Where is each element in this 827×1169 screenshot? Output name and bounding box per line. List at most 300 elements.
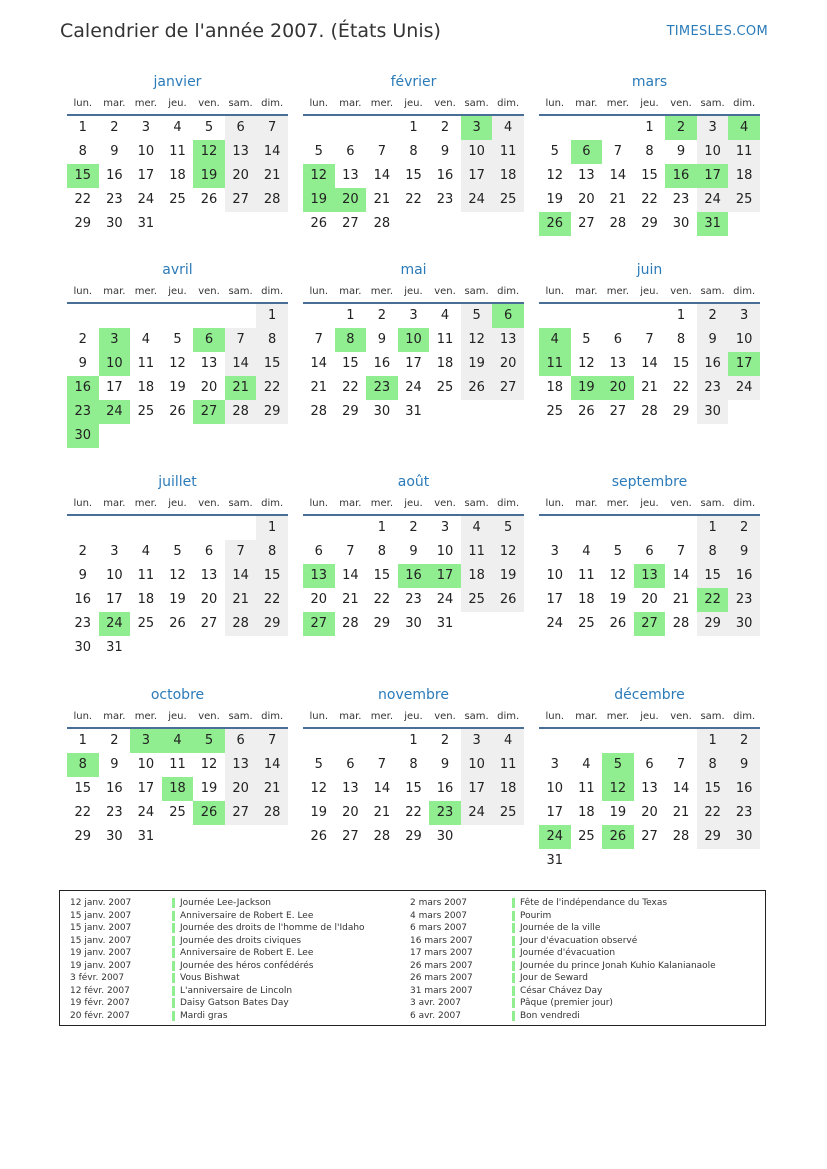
holiday-name: Bon vendredi (520, 1010, 580, 1021)
holiday-name: Daisy Gatson Bates Day (180, 998, 289, 1009)
day-cell: 13 (578, 168, 595, 183)
day-cell: 26 (200, 192, 218, 207)
holiday-day-cell: 5 (193, 729, 225, 753)
empty-cell (571, 116, 603, 140)
weekend-day-cell: 14 (225, 352, 257, 376)
day-grid (539, 116, 760, 236)
weekend-day-cell: 29 (256, 612, 288, 636)
weekend-day-cell: 12 (492, 540, 524, 564)
day-cell: 5 (173, 332, 182, 347)
weekend-day-cell: 1 (256, 516, 288, 540)
empty-cell (303, 304, 335, 328)
weekday-label: mar. (339, 711, 362, 722)
month-block (67, 258, 288, 448)
day-cell: 22 (405, 192, 422, 207)
weekend-day-cell: 15 (697, 777, 729, 801)
holiday-day-cell: 18 (162, 777, 194, 801)
holiday-date: 19 janv. 2007 (70, 948, 132, 959)
holiday-day-cell: 17 (429, 564, 461, 588)
day-cell: 27 (578, 216, 595, 231)
weekday-label: mer. (606, 498, 630, 509)
weekend-day-cell: 28 (256, 188, 288, 212)
empty-cell (130, 304, 162, 328)
month-name: juillet (158, 474, 197, 490)
weekend-day-cell: 2 (728, 729, 760, 753)
day-cell: 10 (546, 568, 564, 583)
holiday-name: Anniversaire de Robert E. Lee (180, 948, 314, 959)
day-cell: 22 (373, 592, 391, 607)
holiday-day-cell: 27 (303, 612, 335, 636)
weekend-day-cell: 5 (461, 304, 493, 328)
holiday-name: Pourim (520, 910, 552, 921)
holiday-name: Journée du prince Jonah Kuhio Kalanianaole (520, 960, 716, 971)
month-block (67, 683, 288, 849)
holiday-day-cell: 8 (335, 328, 367, 352)
holiday-marker (512, 986, 515, 996)
day-cell: 23 (106, 805, 123, 820)
day-cell: 29 (373, 616, 391, 631)
holiday-day-cell: 20 (335, 188, 367, 212)
weekday-label: lun. (545, 498, 565, 509)
month-block (67, 70, 288, 236)
day-cell: 20 (641, 805, 658, 820)
weekend-day-cell: 26 (492, 588, 524, 612)
weekend-day-cell: 8 (256, 328, 288, 352)
day-cell: 11 (578, 781, 595, 796)
weekend-day-cell: 7 (225, 540, 257, 564)
day-cell: 4 (582, 544, 591, 559)
weekend-day-cell: 7 (225, 328, 257, 352)
month-name: janvier (153, 74, 202, 90)
legend-row (70, 947, 365, 960)
day-cell: 17 (106, 380, 123, 395)
day-grid (303, 304, 524, 424)
holiday-day-cell: 12 (303, 164, 335, 188)
weekend-day-cell: 22 (256, 376, 288, 400)
weekend-day-cell: 16 (697, 352, 729, 376)
month-name: juin (636, 262, 663, 278)
holiday-day-cell: 19 (303, 188, 335, 212)
day-cell: 1 (676, 308, 686, 323)
weekend-day-cell: 9 (728, 540, 760, 564)
day-cell: 10 (546, 781, 564, 796)
legend-row (410, 985, 716, 998)
weekend-day-cell: 28 (225, 400, 257, 424)
weekend-day-cell: 8 (697, 753, 729, 777)
weekend-day-cell: 10 (697, 140, 729, 164)
holiday-day-cell: 27 (193, 400, 225, 424)
day-cell: 23 (74, 616, 92, 631)
day-cell: 2 (409, 520, 418, 535)
weekday-label: dim. (261, 498, 284, 509)
holiday-day-cell: 3 (461, 116, 493, 140)
weekend-day-cell: 20 (492, 352, 524, 376)
weekday-label: sam. (700, 498, 725, 509)
day-cell: 25 (436, 380, 454, 395)
weekend-day-cell: 2 (697, 304, 729, 328)
weekday-label: jeu. (404, 286, 423, 297)
month-name: mai (400, 262, 427, 278)
holiday-day-cell: 24 (539, 825, 571, 849)
holiday-day-cell: 24 (99, 400, 131, 424)
holiday-day-cell: 19 (571, 376, 603, 400)
day-cell: 8 (409, 144, 418, 159)
day-cell: 11 (436, 332, 454, 347)
day-cell: 26 (310, 829, 328, 844)
holiday-day-cell: 17 (697, 164, 729, 188)
day-cell: 3 (440, 520, 450, 535)
day-grid (539, 729, 760, 873)
legend-row (410, 935, 716, 948)
day-cell: 12 (310, 781, 328, 796)
weekend-day-cell: 7 (256, 729, 288, 753)
holiday-marker (512, 936, 515, 946)
day-cell: 28 (342, 616, 359, 631)
day-cell: 1 (377, 520, 387, 535)
weekday-label: jeu. (404, 498, 423, 509)
day-cell: 28 (672, 616, 690, 631)
holiday-date: 26 mars 2007 (410, 973, 473, 984)
day-cell: 16 (106, 781, 123, 796)
holiday-day-cell: 13 (634, 564, 666, 588)
holiday-name: Journée Lee-Jackson (180, 898, 271, 909)
holiday-day-cell: 26 (602, 825, 634, 849)
holiday-date: 12 févr. 2007 (70, 985, 130, 996)
day-cell: 22 (405, 805, 422, 820)
weekend-day-cell: 30 (728, 612, 760, 636)
day-cell: 13 (200, 568, 218, 583)
holiday-date: 16 mars 2007 (410, 935, 473, 946)
weekday-label: jeu. (168, 711, 187, 722)
weekend-day-cell: 21 (225, 588, 257, 612)
day-cell: 11 (169, 144, 186, 159)
holiday-day-cell: 10 (398, 328, 430, 352)
holiday-day-cell: 15 (67, 164, 99, 188)
day-cell: 9 (676, 144, 686, 159)
holiday-day-cell: 23 (67, 400, 99, 424)
weekend-day-cell: 18 (492, 777, 524, 801)
holiday-marker (512, 911, 515, 921)
holiday-date: 6 avr. 2007 (410, 1010, 461, 1021)
day-cell: 30 (106, 829, 123, 844)
weekday-label: lun. (309, 286, 329, 297)
empty-cell (539, 304, 571, 328)
holiday-day-cell: 4 (539, 328, 571, 352)
brand-link[interactable]: TIMESLES.COM (666, 24, 768, 39)
day-cell: 8 (645, 144, 654, 159)
weekend-day-cell: 17 (461, 164, 493, 188)
weekend-day-cell: 27 (225, 801, 257, 825)
weekday-label: mer. (606, 711, 630, 722)
weekday-header (539, 94, 760, 116)
weekend-day-cell: 19 (461, 352, 493, 376)
day-cell: 7 (346, 544, 355, 559)
holiday-day-cell: 16 (67, 376, 99, 400)
month-name: septembre (611, 474, 688, 490)
weekday-label: sam. (228, 98, 253, 109)
holiday-day-cell: 30 (67, 424, 99, 448)
day-cell: 29 (74, 829, 92, 844)
holiday-date: 4 mars 2007 (410, 910, 468, 921)
weekend-day-cell: 15 (256, 352, 288, 376)
day-cell: 20 (200, 380, 218, 395)
day-cell: 19 (169, 380, 186, 395)
legend-row (410, 997, 716, 1010)
day-cell: 17 (106, 592, 123, 607)
day-cell: 2 (110, 733, 119, 748)
day-cell: 2 (440, 120, 450, 135)
weekday-label: lun. (73, 498, 93, 509)
day-cell: 6 (346, 757, 355, 772)
day-grid (303, 729, 524, 849)
weekend-day-cell: 20 (225, 777, 257, 801)
day-cell: 30 (74, 640, 92, 655)
holiday-name: Journée d'évacuation (520, 948, 616, 959)
day-cell: 4 (440, 308, 450, 323)
day-cell: 31 (546, 853, 564, 868)
legend-row (70, 985, 365, 998)
legend-row (410, 960, 716, 973)
day-cell: 29 (342, 404, 359, 419)
empty-cell (225, 516, 257, 540)
weekend-day-cell: 2 (728, 516, 760, 540)
empty-cell (366, 116, 398, 140)
legend-row (410, 897, 716, 910)
holiday-day-cell: 23 (429, 801, 461, 825)
day-cell: 14 (373, 168, 391, 183)
holiday-marker (512, 923, 515, 933)
day-cell: 13 (342, 168, 359, 183)
holiday-marker (172, 948, 175, 958)
day-cell: 15 (405, 168, 422, 183)
day-cell: 8 (409, 757, 418, 772)
legend-row (410, 910, 716, 923)
empty-cell (335, 116, 367, 140)
day-cell: 19 (546, 192, 564, 207)
day-cell: 14 (672, 781, 690, 796)
day-cell: 9 (110, 144, 119, 159)
day-cell: 12 (200, 757, 218, 772)
day-cell: 13 (609, 356, 627, 371)
holiday-date: 3 févr. 2007 (70, 973, 125, 984)
legend-column-left (70, 897, 365, 1022)
day-cell: 26 (578, 404, 595, 419)
weekday-label: mer. (134, 98, 158, 109)
holiday-day-cell: 19 (193, 164, 225, 188)
day-cell: 29 (641, 216, 658, 231)
day-grid (303, 116, 524, 236)
weekend-day-cell: 5 (492, 516, 524, 540)
weekday-label: dim. (497, 711, 520, 722)
page-title: Calendrier de l'année 2007. (États Unis) (60, 20, 441, 42)
day-cell: 21 (641, 380, 658, 395)
day-cell: 30 (106, 216, 123, 231)
weekday-label: jeu. (640, 286, 659, 297)
weekend-day-cell: 10 (461, 753, 493, 777)
empty-cell (571, 304, 603, 328)
weekday-header (303, 707, 524, 729)
day-cell: 21 (310, 380, 328, 395)
weekday-label: sam. (464, 498, 489, 509)
weekday-label: jeu. (640, 98, 659, 109)
day-cell: 17 (546, 592, 564, 607)
holiday-marker (172, 911, 175, 921)
weekend-day-cell: 1 (697, 516, 729, 540)
day-cell: 20 (310, 592, 328, 607)
weekend-day-cell: 24 (697, 188, 729, 212)
empty-cell (303, 516, 335, 540)
month-name: mars (631, 74, 668, 90)
day-cell: 22 (342, 380, 359, 395)
weekday-label: lun. (545, 98, 565, 109)
month-block (303, 470, 524, 636)
weekday-header (67, 494, 288, 516)
weekday-label: mar. (339, 498, 362, 509)
month-block (539, 70, 760, 236)
day-cell: 21 (342, 592, 359, 607)
day-cell: 18 (436, 356, 454, 371)
weekday-header (303, 94, 524, 116)
day-cell: 12 (546, 168, 564, 183)
holiday-day-cell: 10 (99, 352, 131, 376)
holiday-name: César Chávez Day (520, 985, 603, 996)
day-cell: 20 (641, 592, 658, 607)
day-cell: 14 (609, 168, 627, 183)
day-cell: 19 (609, 592, 627, 607)
weekday-header (67, 94, 288, 116)
holiday-marker (172, 936, 175, 946)
legend-row (410, 1010, 716, 1023)
month-block (539, 258, 760, 424)
weekday-label: jeu. (404, 711, 423, 722)
weekend-day-cell: 28 (225, 612, 257, 636)
weekday-label: dim. (497, 98, 520, 109)
weekday-label: lun. (545, 711, 565, 722)
weekend-day-cell: 29 (256, 400, 288, 424)
legend-row (410, 922, 716, 935)
weekday-header (303, 282, 524, 304)
weekday-label: mer. (134, 498, 158, 509)
day-cell: 27 (342, 829, 359, 844)
holiday-day-cell: 6 (193, 328, 225, 352)
day-cell: 1 (409, 733, 418, 748)
day-cell: 13 (200, 356, 218, 371)
weekend-day-cell: 4 (492, 116, 524, 140)
month-block (303, 683, 524, 849)
weekday-label: ven. (434, 286, 456, 297)
day-cell: 12 (169, 356, 186, 371)
weekday-label: dim. (261, 98, 284, 109)
holiday-marker (512, 948, 515, 958)
holiday-name: Pâque (premier jour) (520, 998, 613, 1009)
day-cell: 11 (578, 568, 595, 583)
day-cell: 4 (173, 120, 182, 135)
day-cell: 4 (141, 544, 151, 559)
day-cell: 31 (137, 216, 155, 231)
legend-row (70, 997, 365, 1010)
empty-cell (303, 729, 335, 753)
weekday-label: lun. (73, 286, 93, 297)
holiday-name: Journée des droits de l'homme de l'Idaho (180, 923, 365, 934)
day-cell: 28 (641, 404, 658, 419)
holiday-day-cell: 22 (697, 588, 729, 612)
empty-cell (225, 304, 257, 328)
day-cell: 20 (200, 592, 218, 607)
weekend-day-cell: 3 (697, 116, 729, 140)
day-cell: 28 (609, 216, 627, 231)
day-cell: 22 (641, 192, 658, 207)
weekend-day-cell: 8 (697, 540, 729, 564)
weekday-label: sam. (700, 98, 725, 109)
weekday-label: jeu. (168, 498, 187, 509)
day-cell: 29 (74, 216, 92, 231)
day-cell: 21 (609, 192, 627, 207)
day-cell: 12 (578, 356, 595, 371)
holiday-date: 19 févr. 2007 (70, 998, 130, 1009)
day-cell: 11 (169, 757, 186, 772)
day-cell: 27 (609, 404, 627, 419)
weekday-label: sam. (228, 286, 253, 297)
weekend-day-cell: 25 (728, 188, 760, 212)
day-cell: 22 (74, 805, 92, 820)
page-header (60, 18, 768, 48)
weekday-label: dim. (733, 98, 756, 109)
weekday-label: dim. (261, 711, 284, 722)
day-cell: 13 (342, 781, 359, 796)
weekend-day-cell: 29 (697, 612, 729, 636)
holiday-name: Vous Bishwat (180, 973, 240, 984)
day-cell: 14 (672, 568, 690, 583)
day-cell: 16 (106, 168, 123, 183)
weekend-day-cell: 19 (492, 564, 524, 588)
weekend-day-cell: 18 (461, 564, 493, 588)
weekday-label: ven. (670, 286, 692, 297)
weekday-label: dim. (497, 498, 520, 509)
weekday-label: dim. (733, 498, 756, 509)
empty-cell (130, 516, 162, 540)
weekday-label: dim. (497, 286, 520, 297)
day-cell: 2 (377, 308, 387, 323)
weekend-day-cell: 10 (728, 328, 760, 352)
weekend-day-cell: 14 (256, 140, 288, 164)
weekend-day-cell: 11 (461, 540, 493, 564)
weekend-day-cell: 28 (256, 801, 288, 825)
weekday-label: jeu. (640, 711, 659, 722)
weekday-label: jeu. (640, 498, 659, 509)
day-grid (539, 304, 760, 424)
holiday-day-cell: 26 (539, 212, 571, 236)
weekday-label: dim. (261, 286, 284, 297)
empty-cell (99, 516, 131, 540)
weekday-label: jeu. (168, 286, 187, 297)
day-cell: 20 (578, 192, 595, 207)
weekday-label: mer. (370, 98, 394, 109)
weekend-day-cell: 21 (256, 777, 288, 801)
day-cell: 12 (609, 568, 627, 583)
day-cell: 3 (550, 757, 559, 772)
holiday-date: 20 févr. 2007 (70, 1010, 130, 1021)
weekend-day-cell: 6 (225, 116, 257, 140)
weekend-day-cell: 15 (256, 564, 288, 588)
weekday-label: mar. (103, 286, 126, 297)
holiday-day-cell: 12 (193, 140, 225, 164)
day-grid (67, 729, 288, 849)
day-cell: 9 (440, 757, 450, 772)
weekend-day-cell: 1 (697, 729, 729, 753)
empty-cell (335, 729, 367, 753)
weekday-label: ven. (198, 286, 220, 297)
month-name: novembre (378, 687, 449, 703)
